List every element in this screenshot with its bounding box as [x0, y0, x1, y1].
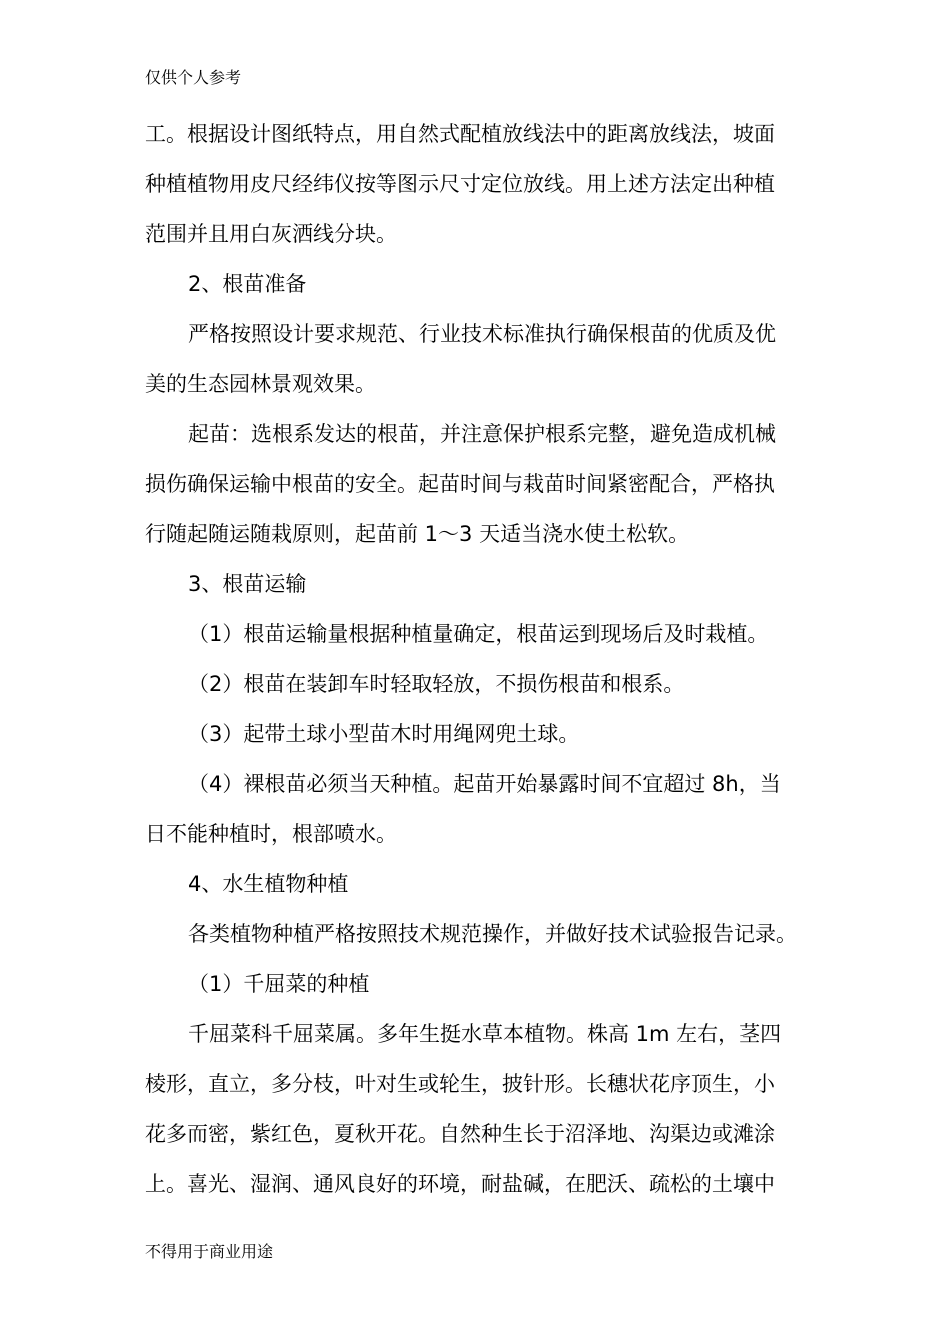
section-heading: 4、水生植物种植 [188, 872, 349, 896]
paragraph-line: 行随起随运随栽原则，起苗前 1～3 天适当浇水使土松软。 [145, 522, 690, 546]
document-body [145, 109, 810, 1209]
page-header: 仅供个人参考 [145, 68, 242, 87]
list-item: （4）裸根苗必须当天种植。起苗开始暴露时间不宜超过 8h，当 [188, 772, 781, 796]
list-item: （2）根苗在装卸车时轻取轻放，不损伤根苗和根系。 [188, 672, 685, 696]
section-heading: 2、根苗准备 [188, 272, 307, 296]
list-item: （3）起带土球小型苗木时用绳网兜土球。 [188, 722, 580, 746]
paragraph-line: 种植植物用皮尺经纬仪按等图示尺寸定位放线。用上述方法定出种植 [145, 172, 775, 196]
paragraph-line: 千屈菜科千屈菜属。多年生挺水草本植物。株高 1m 左右，茎四 [188, 1022, 782, 1046]
paragraph-line: 起苗：选根系发达的根苗，并注意保护根系完整，避免造成机械 [188, 422, 776, 446]
paragraph-line: 上。喜光、湿润、通风良好的环境，耐盐碱，在肥沃、疏松的土壤中 [145, 1172, 775, 1196]
paragraph-line: 工。根据设计图纸特点，用自然式配植放线法中的距离放线法，坡面 [145, 122, 775, 146]
paragraph-line: 损伤确保运输中根苗的安全。起苗时间与栽苗时间紧密配合，严格执 [145, 472, 775, 496]
page-footer: 不得用于商业用途 [145, 1242, 274, 1261]
section-heading: 3、根苗运输 [188, 572, 307, 596]
paragraph-line: 棱形，直立，多分枝，叶对生或轮生，披针形。长穗状花序顶生，小 [145, 1072, 775, 1096]
paragraph-line: 美的生态园林景观效果。 [145, 372, 376, 396]
paragraph-line: 各类植物种植严格按照技术规范操作，并做好技术试验报告记录。 [188, 922, 797, 946]
paragraph-line: 日不能种植时，根部喷水。 [145, 822, 397, 846]
paragraph-line: 范围并且用白灰洒线分块。 [145, 222, 397, 246]
paragraph-line: 严格按照设计要求规范、行业技术标准执行确保根苗的优质及优 [188, 322, 776, 346]
subsection-heading: （1）千屈菜的种植 [188, 972, 370, 996]
list-item: （1）根苗运输量根据种植量确定，根苗运到现场后及时栽植。 [188, 622, 769, 646]
paragraph-line: 花多而密，紫红色，夏秋开花。自然种生长于沼泽地、沟渠边或滩涂 [145, 1122, 775, 1146]
